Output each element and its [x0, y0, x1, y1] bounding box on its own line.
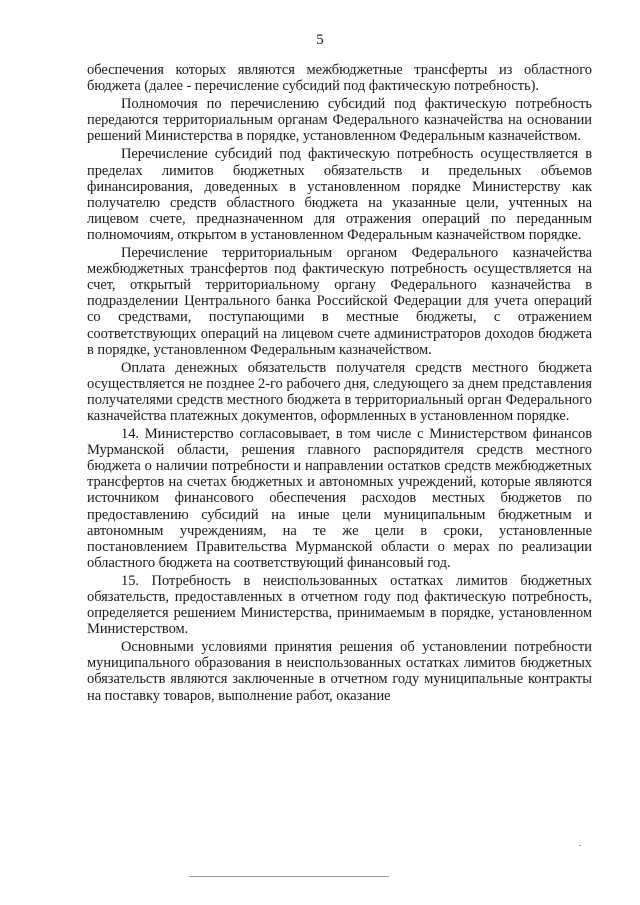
paragraph: Перечисление территориальным органом Федерального казначейства межбюджетных трансфертов под фактическую потребность осуществляется на счет, открытый территориальному органу Федерального казначейства в подразделении Центрального банка Российской Федерации для учета операций со средствами, поступающими в местные бюджеты, с отражением соответствующих операций на лицевом счете администраторов доходов бюджета в порядке, установленном Федеральным казначейством. — [87, 245, 592, 358]
paragraph: Основными условиями принятия решения об установлении потребности муниципального образования в неиспользованных остатках лимитов бюджетных обязательств являются заключенные в отчетном году муниципальные контракты на поставку товаров, выполнение работ, оказание — [87, 639, 592, 704]
footer-rule — [189, 876, 389, 877]
scan-speck — [579, 845, 581, 846]
document-body — [87, 62, 592, 704]
paragraph-continuation: обеспечения которых являются межбюджетные трансферты из областного бюджета (далее - перечисление субсидий под фактическую потребность). — [87, 62, 592, 95]
paragraph: Оплата денежных обязательств получателя средств местного бюджета осуществляется не позднее 2-го рабочего дня, следующего за днем представления получателями средств местного бюджета в территориальный орган Федерального казначейства платежных документов, оформленных в установленном порядке. — [87, 359, 592, 424]
paragraph-item-14: 14. Министерство согласовывает, в том числе с Министерством финансов Мурманской области, решения главного распорядителя средств местного бюджета о наличии потребности и направлении остатков средств межбюджетных трансфертов на счетах бюджетных и автономных учреждений, которые являются источником финансового обеспечения расходов местных бюджетов по предоставлению субсидий на иные цели муниципальным бюджетным и автономным учреждениям, на те же цели в сроки, установленные постановлением Правительства Мурманской области о мерах по реализации областного бюджета на соответствующий финансовый год. — [87, 426, 592, 571]
paragraph: Перечисление субсидий под фактическую потребность осуществляется в пределах лимитов бюджетных обязательств и предельных объемов финансирования, доведенных в установленном порядке Министерству как получателю средств областного бюджета на указанные цели, учтенных на лицевом счете, предназначенном для отражения операций по переданным полномочиям, открытом в установленном Федеральным казначейством порядке. — [87, 146, 592, 243]
paragraph: Полномочия по перечислению субсидий под фактическую потребность передаются территориальным органам Федерального казначейства на основании решений Министерства в порядке, установленном Федеральным казначейством. — [87, 96, 592, 145]
page-number: 5 — [316, 32, 324, 48]
paragraph-item-15: 15. Потребность в неиспользованных остатках лимитов бюджетных обязательств, предоставленных в отчетном году под фактическую потребность, определяется решением Министерства, принимаемым в порядке, установленном Министерством. — [87, 572, 592, 638]
